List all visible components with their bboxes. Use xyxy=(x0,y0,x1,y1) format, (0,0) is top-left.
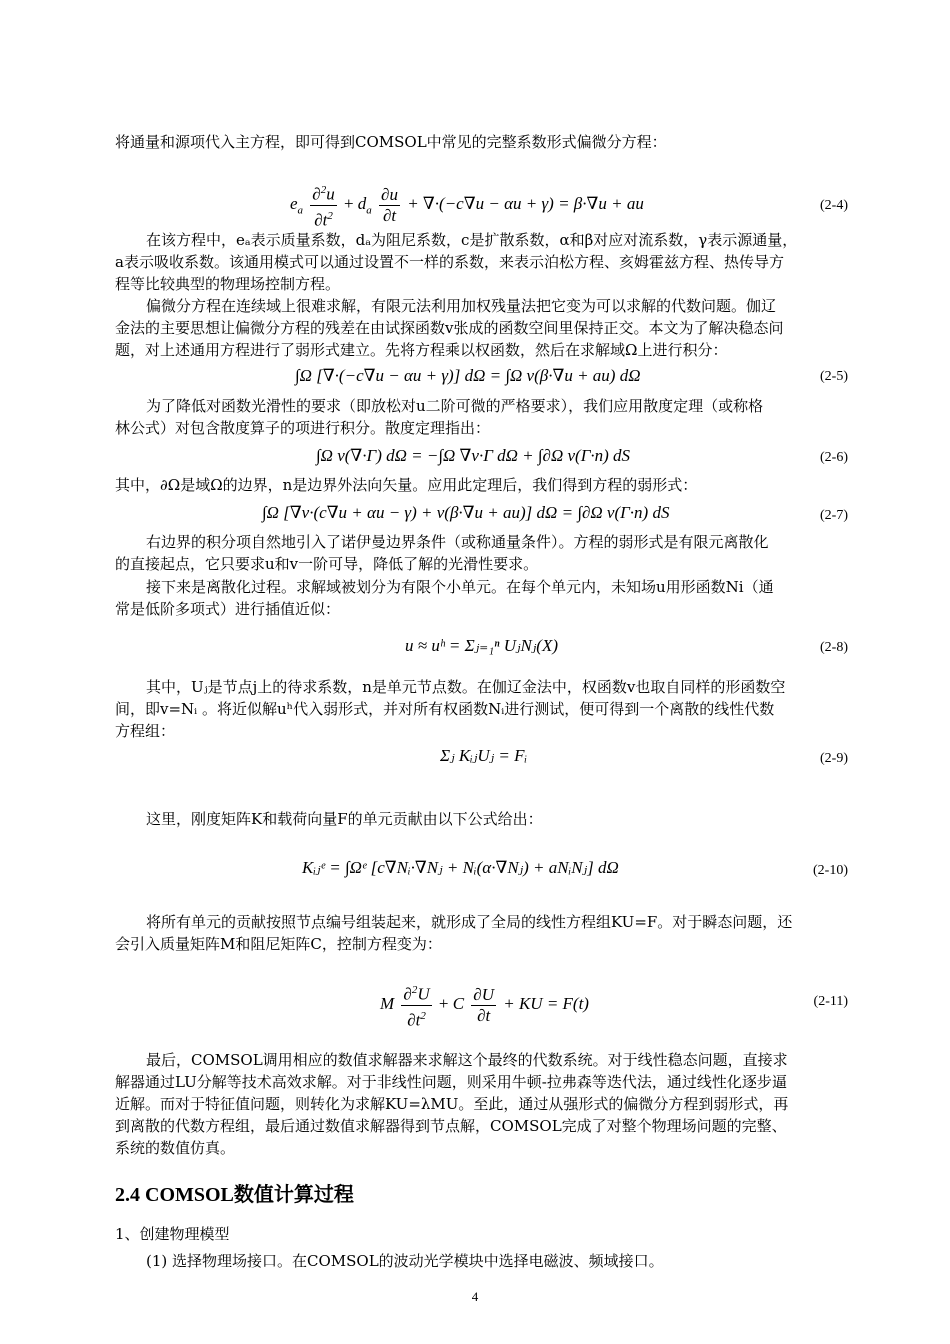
paragraph-text: 在该方程中，eₐ表示质量系数，dₐ为阻尼系数，c是扩散系数，α和β对应对流系数，γ表示源通量， xyxy=(146,231,798,249)
page-number: 4 xyxy=(471,1289,479,1304)
equation-2-8: u ≈ uʰ = Σⱼ₌₁ⁿ UⱼNⱼ(X) xyxy=(405,636,559,655)
paragraph-text: 方程组： xyxy=(115,722,176,740)
equation-2-11: M $\frac{\partial^2U}{\partial t^2}$ + C $\frac{\partial U}{\partial t}$ + KU = F(t) xyxy=(380,980,589,1030)
paragraph-text: 将通量和源项代入主方程，即可得到COMSOL中常见的完整系数形式偏微分方程： xyxy=(115,133,667,151)
equation-number: (2-4) xyxy=(820,198,848,213)
equation-number: (2-10) xyxy=(813,863,848,878)
paragraph-text: 会引入质量矩阵M和阻尼矩阵C，控制方程变为： xyxy=(115,935,442,953)
paragraph-text: 接下来是离散化过程。求解域被划分为有限个小单元。在每个单元内，未知场u用形函数Ni（通 xyxy=(146,578,774,596)
equation-2-4: $e_a$ $\frac{\partial^2u}{\partial t^2}$ + $d_a$ $\frac{\partial u}{\partial t}$ + ∇·(−c∇u − αu + γ) = β·∇u + au xyxy=(290,180,644,230)
equation-2-7: ∫Ω [∇v·(c∇u + αu − γ) + v(β·∇u + au)] dΩ = ∫∂Ω v(Γ·n) dS xyxy=(262,503,670,522)
equation-2-9: Σⱼ KᵢⱼUⱼ = Fᵢ xyxy=(440,746,528,765)
paragraph-text: 间，即v=Nᵢ 。将近似解uʰ代入弱形式，并对所有权函数Nᵢ进行测试，便可得到一个离散的线性代数 xyxy=(115,700,775,718)
list-item: 1、创建物理模型 xyxy=(115,1225,230,1243)
equation-2-10: Kᵢⱼᵉ = ∫Ωᵉ [c∇Nᵢ·∇Nⱼ + Nᵢ(α·∇Nⱼ) + aNᵢNⱼ] dΩ xyxy=(302,858,619,877)
paragraph-text: 右边界的积分项自然地引入了诺伊曼边界条件（或称通量条件）。方程的弱形式是有限元离散化 xyxy=(146,533,769,551)
paragraph-text: a表示吸收系数。该通用模式可以通过设置不一样的系数，来表示泊松方程、亥姆霍兹方程、热传导方 xyxy=(115,253,784,271)
equation-number: (2-5) xyxy=(820,369,848,384)
paragraph-text: 其中，∂Ω是域Ω的边界，n是边界外法向矢量。应用此定理后，我们得到方程的弱形式： xyxy=(115,476,698,494)
paragraph-text: 的直接起点，它只要求u和v一阶可导，降低了解的光滑性要求。 xyxy=(115,555,539,573)
paragraph-text: 最后，COMSOL调用相应的数值求解器来求解这个最终的代数系统。对于线性稳态问题，直接求 xyxy=(146,1051,788,1069)
paragraph-text: 偏微分方程在连续域上很难求解，有限元法利用加权残量法把它变为可以求解的代数问题。伽辽 xyxy=(146,297,777,315)
paragraph-text: 近解。而对于特征值问题，则转化为求解KU=λMU。至此，通过从强形式的偏微分方程到弱形式，再 xyxy=(115,1095,789,1113)
equation-number: (2-6) xyxy=(820,450,848,465)
equation-2-6: ∫Ω v(∇·Γ) dΩ = −∫Ω ∇v·Γ dΩ + ∫∂Ω v(Γ·n) dS xyxy=(316,446,631,465)
paragraph-text: 常是低阶多项式）进行插值近似： xyxy=(115,600,341,618)
paragraph-text: 这里，刚度矩阵K和载荷向量F的单元贡献由以下公式给出： xyxy=(146,810,543,828)
paragraph-text: 林公式）对包含散度算子的项进行积分。散度定理指出： xyxy=(115,419,491,437)
paragraph-text: 为了降低对函数光滑性的要求（即放松对u二阶可微的严格要求），我们应用散度定理（或称格 xyxy=(146,397,764,415)
paragraph-text: 金法的主要思想让偏微分方程的残差在由试探函数v张成的函数空间里保持正交。本文为了解决稳态问 xyxy=(115,319,784,337)
equation-number: (2-7) xyxy=(820,508,848,523)
paragraph-text: 解器通过LU分解等技术高效求解。对于非线性问题，则采用牛顿-拉弗森等迭代法，通过线性化逐步逼 xyxy=(115,1073,787,1091)
paragraph-text: 将所有单元的贡献按照节点编号组装起来，就形成了全局的线性方程组KU=F。对于瞬态问题，还 xyxy=(146,913,793,931)
equation-2-5: ∫Ω [∇·(−c∇u − αu + γ)] dΩ = ∫Ω v(β·∇u + au) dΩ xyxy=(295,366,641,385)
list-item: (1) 选择物理场接口。在COMSOL的波动光学模块中选择电磁波、频域接口。 xyxy=(146,1252,664,1270)
section-heading: 2.4 COMSOL数值计算过程 xyxy=(115,1184,354,1206)
paragraph-text: 系统的数值仿真。 xyxy=(115,1139,236,1157)
paragraph-text: 其中，Uⱼ是节点j上的待求系数，n是单元节点数。在伽辽金法中，权函数v也取自同样的形函数空 xyxy=(146,678,786,696)
equation-number: (2-8) xyxy=(820,640,848,655)
equation-number: (2-11) xyxy=(813,994,848,1009)
equation-number: (2-9) xyxy=(820,751,848,766)
paragraph-text: 到离散的代数方程组，最后通过数值求解器得到节点解，COMSOL完成了对整个物理场问题的完整、 xyxy=(115,1117,787,1135)
paragraph-text: 题，对上述通用方程进行了弱形式建立。先将方程乘以权函数，然后在求解域Ω上进行积分： xyxy=(115,341,728,359)
paragraph-text: 程等比较典型的物理场控制方程。 xyxy=(115,275,341,293)
